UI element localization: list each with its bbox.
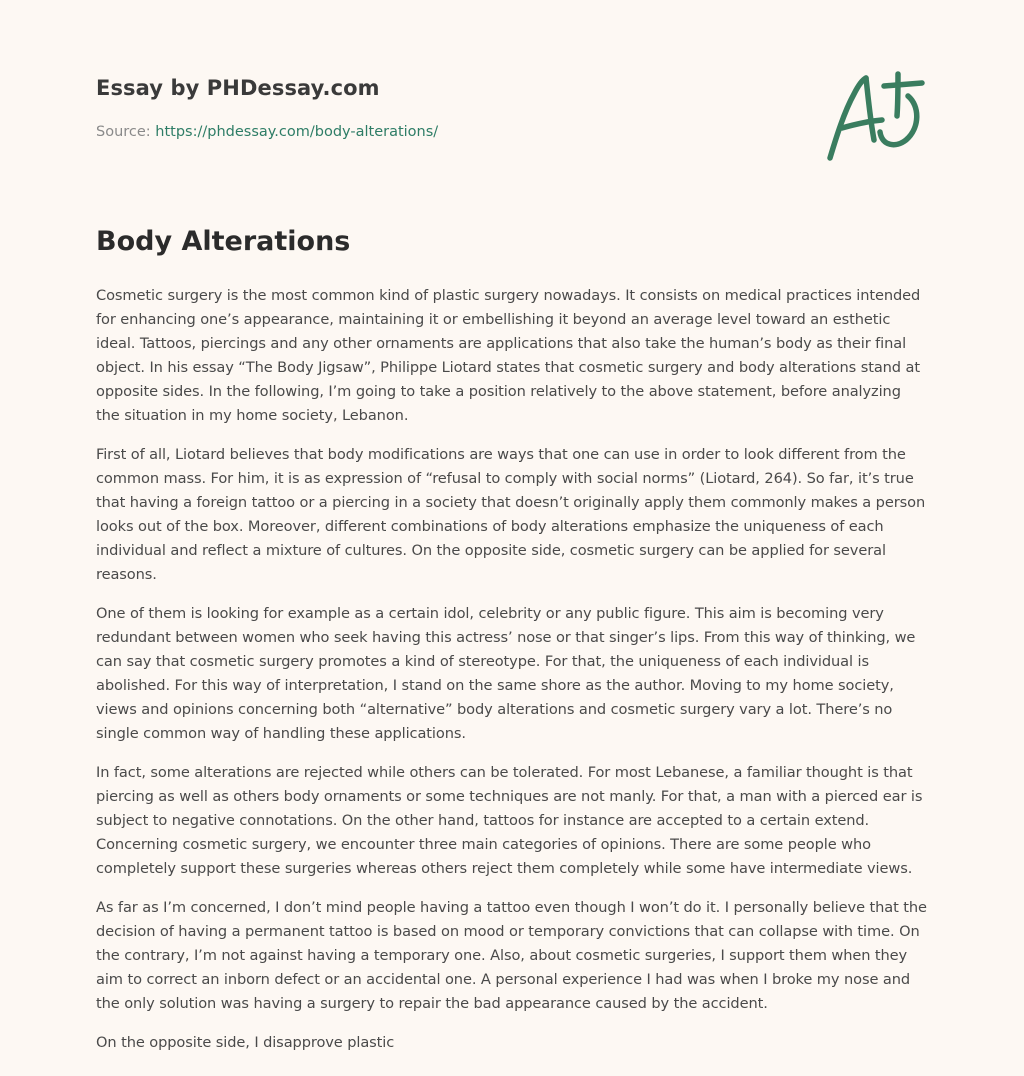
paragraph: As far as I’m concerned, I don’t mind people having a tattoo even though I won’t do it. I personally believe that the decision of having a permanent tattoo is based on mood or temporary convictions that can collapse with time. On the contrary, I’m not against having a temporary one. Also, about cosmetic surgeries, I support them when they aim to correct an inborn defect or an accidental one. A personal experience I had was when I broke my nose and the only solution was having a surgery to repair the bad appearance caused by the accident.	[96, 899, 927, 1012]
paragraph: In fact, some alterations are rejected while others can be tolerated. For most Lebanese, a familiar thought is that piercing as well as others body ornaments or some techniques are not manly. For that, a man with a pierced ear is subject to negative connotations. On the other hand, tattoos for instance are accepted to a certain extend. Concerning cosmetic surgery, we encounter three main categories of opinions. There are some people who completely support these surgeries whereas others reject them completely while some have intermediate views.	[96, 764, 923, 877]
site-brand: Essay by PHDessay.com	[96, 76, 380, 100]
source-line	[96, 124, 656, 140]
source-link[interactable]: https://phdessay.com/body-alterations/	[155, 124, 439, 140]
page-header	[96, 76, 656, 140]
a-plus-grade-icon	[822, 66, 928, 166]
paragraph: On the opposite side, I disapprove plastic	[96, 1034, 395, 1051]
paragraph: One of them is looking for example as a certain idol, celebrity or any public figure. This aim is becoming very redundant between women who seek having this actress’ nose or that singer’s lips. From this way of thinking, we can say that cosmetic surgery promotes a kind of stereotype. For that, the uniqueness of each individual is abolished. For this way of interpretation, I stand on the same shore as the author. Moving to my home society, views and opinions concerning both “alternative” body alterations and cosmetic surgery vary a lot. There’s no single common way of handling these applications.	[96, 605, 916, 742]
essay-body	[96, 284, 928, 1070]
paragraph: First of all, Liotard believes that body modifications are ways that one can use in order to look different from the common mass. For him, it is as expression of “refusal to comply with social norms” (Liotard, 264). So far, it’s true that having a foreign tattoo or a piercing in a society that doesn’t originally apply them commonly makes a person looks out of the box. Moreover, different combinations of body alterations emphasize the uniqueness of each individual and reflect a mixture of cultures. On the opposite side, cosmetic surgery can be applied for several reasons.	[96, 446, 926, 583]
paragraph: Cosmetic surgery is the most common kind of plastic surgery nowadays. It consists on medical practices intended for enhancing one’s appearance, maintaining it or embellishing it beyond an average level toward an esthetic ideal. Tattoos, piercings and any other ornaments are applications that also take the human’s body as their final object. In his essay “The Body Jigsaw”, Philippe Liotard states that cosmetic surgery and body alterations stand at opposite sides. In the following, I’m going to take a position relatively to the above statement, before analyzing the situation in my home society, Lebanon.	[96, 287, 921, 424]
essay-title: Body Alterations	[96, 226, 351, 257]
source-label: Source:	[96, 124, 156, 140]
